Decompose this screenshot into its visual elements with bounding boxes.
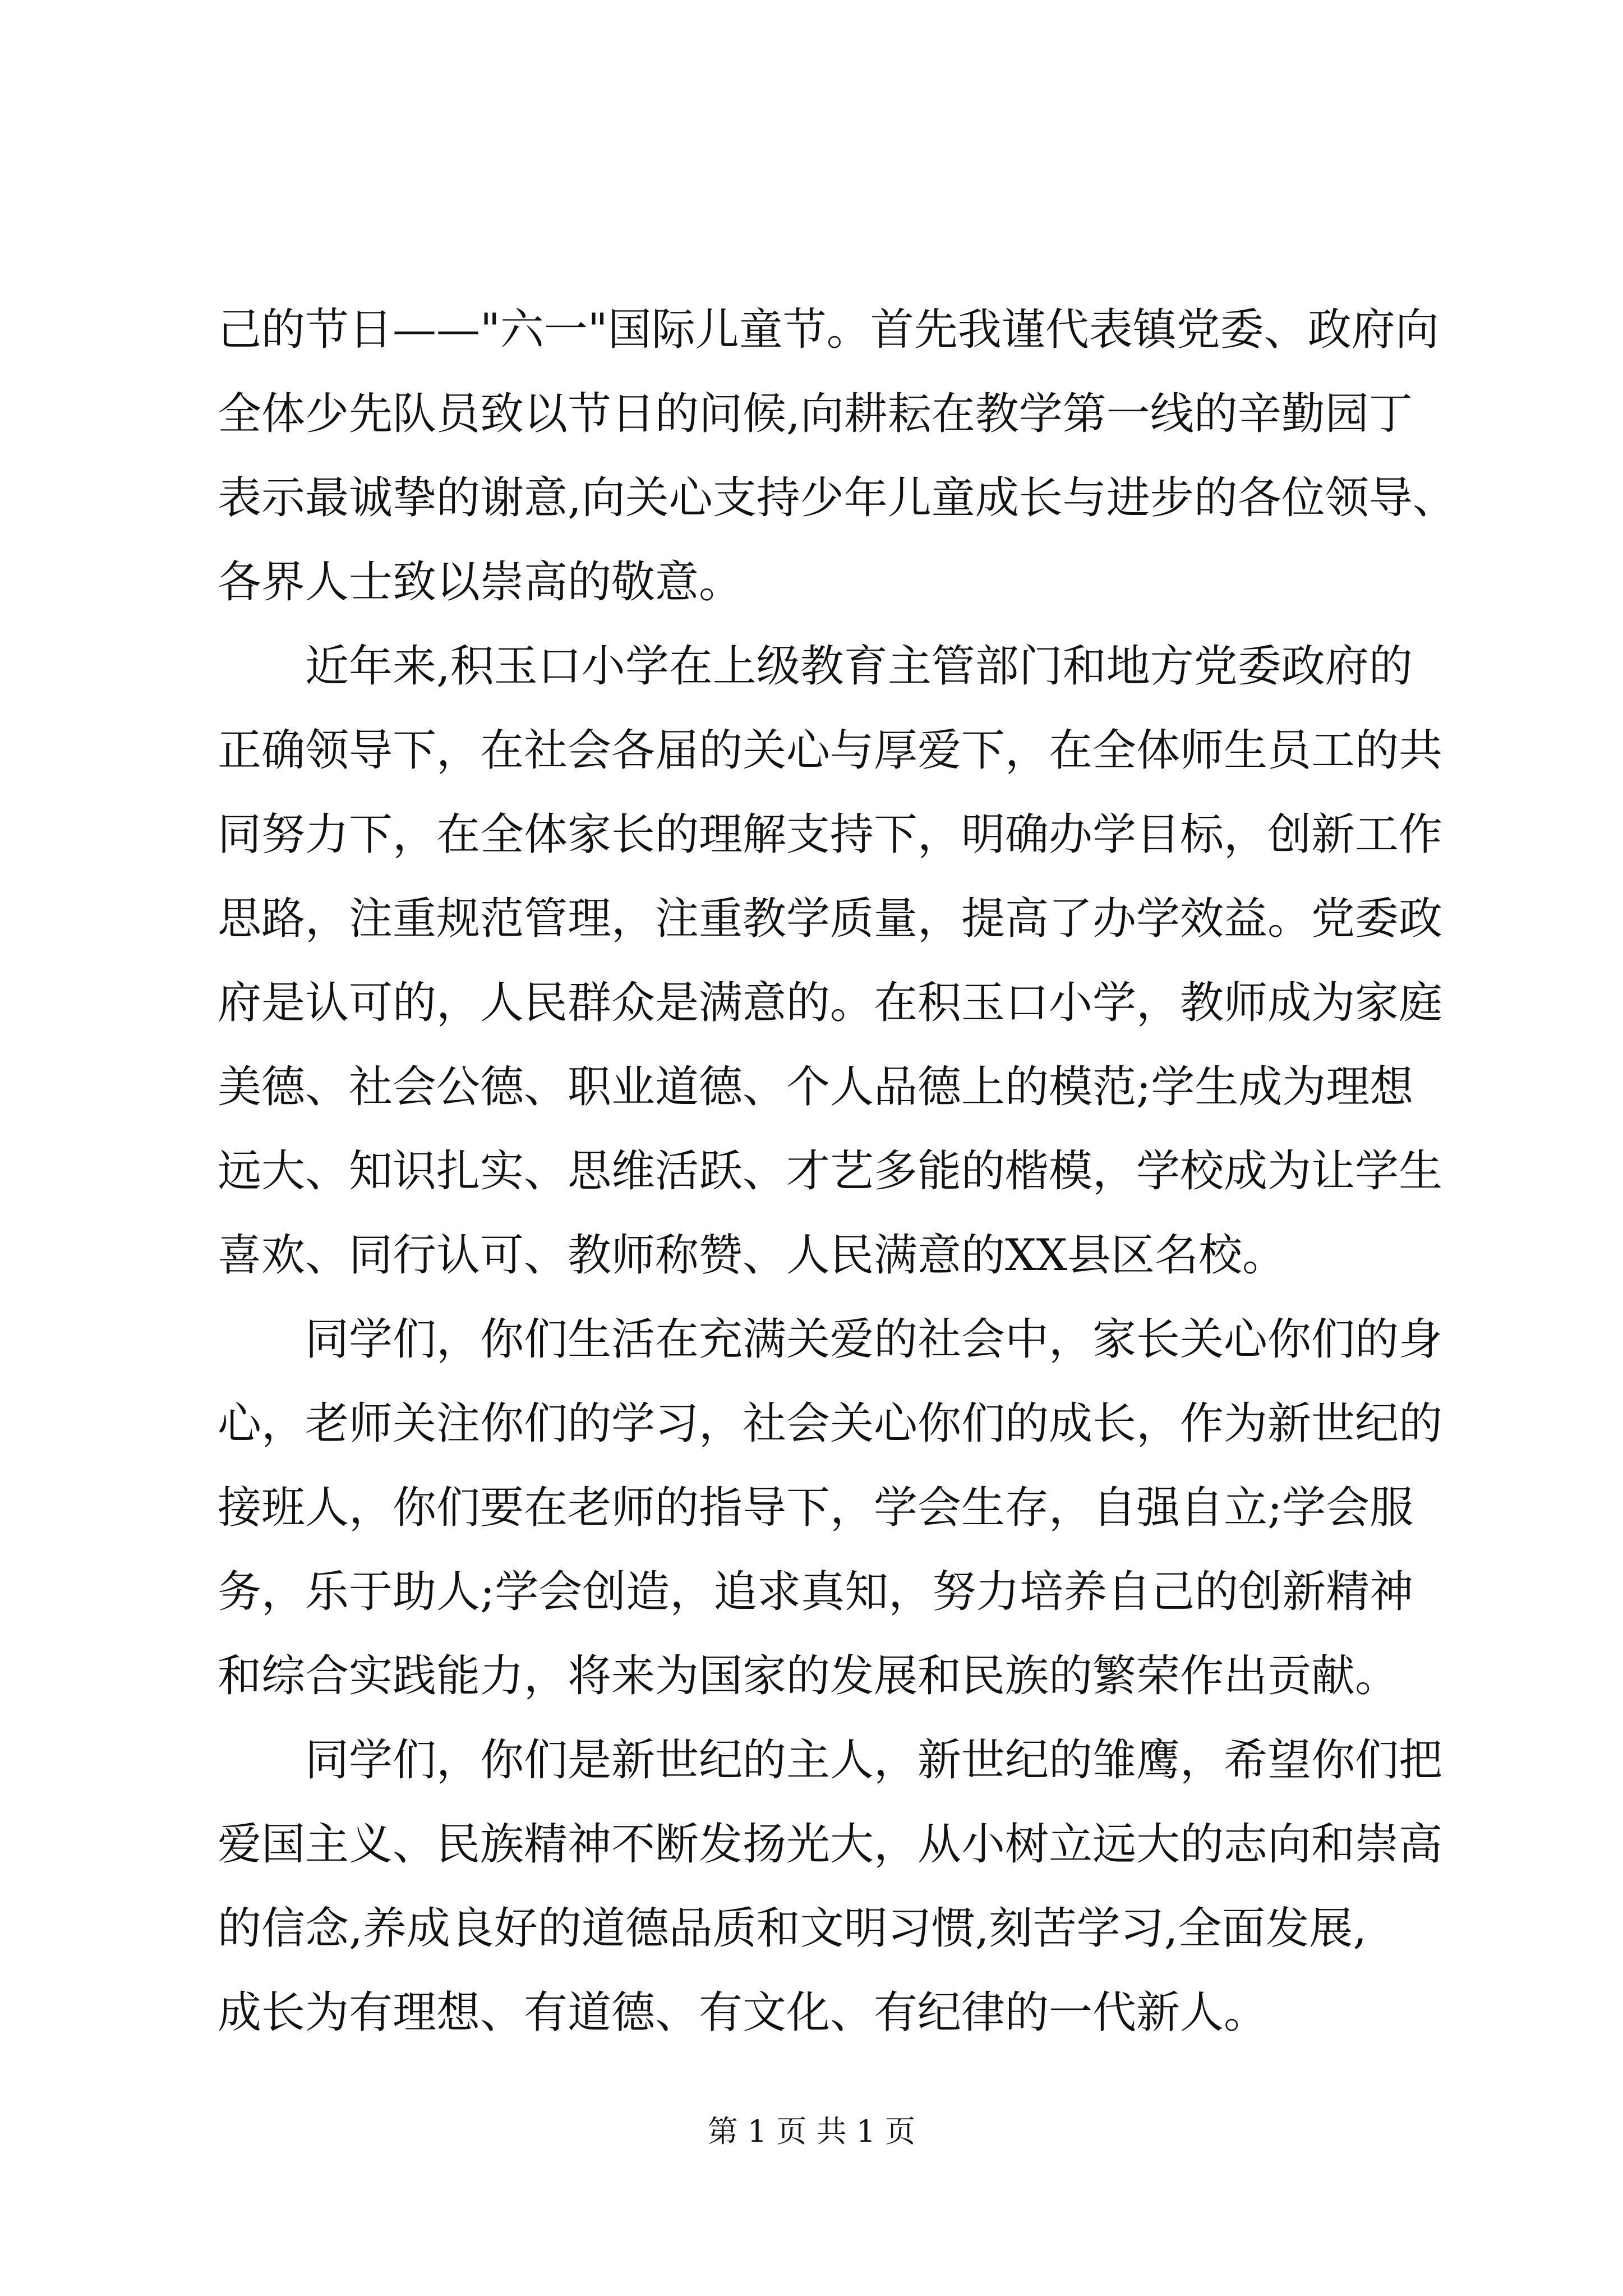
text-line: 和综合实践能力，将来为国家的发展和民族的繁荣作出贡献。 bbox=[218, 1651, 1399, 1701]
text-line: 己的节日——"六一"国际儿童节。首先我谨代表镇党委、政府向 bbox=[218, 305, 1439, 355]
text-line: 务，乐于助人;学会创造，追求真知，努力培养自己的创新精神 bbox=[218, 1567, 1414, 1617]
text-line: 府是认可的，人民群众是满意的。在积玉口小学，教师成为家庭 bbox=[218, 978, 1443, 1028]
text-line: 全体少先队员致以节日的问候,向耕耘在教学第一线的辛勤园丁 bbox=[218, 389, 1413, 439]
text-line: 远大、知识扎实、思维活跃、才艺多能的楷模，学校成为让学生 bbox=[218, 1146, 1443, 1197]
text-line: 心，老师关注你们的学习，社会关心你们的成长，作为新世纪的 bbox=[218, 1398, 1443, 1449]
page-footer: 第 1 页 共 1 页 bbox=[707, 2114, 916, 2149]
paragraph-start-line: 同学们，你们生活在充满关爱的社会中，家长关心你们的身 bbox=[305, 1314, 1443, 1365]
text-line: 爱国主义、民族精神不断发扬光大，从小树立远大的志向和崇高 bbox=[218, 1819, 1443, 1870]
text-line: 美德、社会公德、职业道德、个人品德上的模范;学生成为理想 bbox=[218, 1062, 1414, 1112]
text-line: 思路，注重规范管理，注重教学质量，提高了办学效益。党委政 bbox=[218, 894, 1443, 944]
paragraph-start-line: 近年来,积玉口小学在上级教育主管部门和地方党委政府的 bbox=[305, 641, 1413, 692]
text-line: 各界人士致以崇高的敬意。 bbox=[218, 557, 743, 608]
text-line: 喜欢、同行认可、教师称赞、人民满意的XX县区名校。 bbox=[218, 1230, 1287, 1281]
document-body bbox=[218, 303, 1474, 2070]
text-line: 接班人，你们要在老师的指导下，学会生存，自强自立;学会服 bbox=[218, 1483, 1414, 1533]
text-line: 同努力下，在全体家长的理解支持下，明确办学目标，创新工作 bbox=[218, 809, 1443, 860]
text-line: 的信念,养成良好的道德品质和文明习惯,刻苦学习,全面发展, bbox=[218, 1903, 1367, 1954]
text-line: 表示最诚挚的谢意,向关心支持少年儿童成长与进步的各位领导、 bbox=[218, 473, 1456, 523]
text-line: 正确领导下，在社会各届的关心与厚爱下，在全体师生员工的共 bbox=[218, 725, 1443, 776]
text-line: 成长为有理想、有道德、有文化、有纪律的一代新人。 bbox=[218, 1987, 1268, 2038]
paragraph-start-line: 同学们，你们是新世纪的主人，新世纪的雏鹰，希望你们把 bbox=[305, 1735, 1443, 1786]
